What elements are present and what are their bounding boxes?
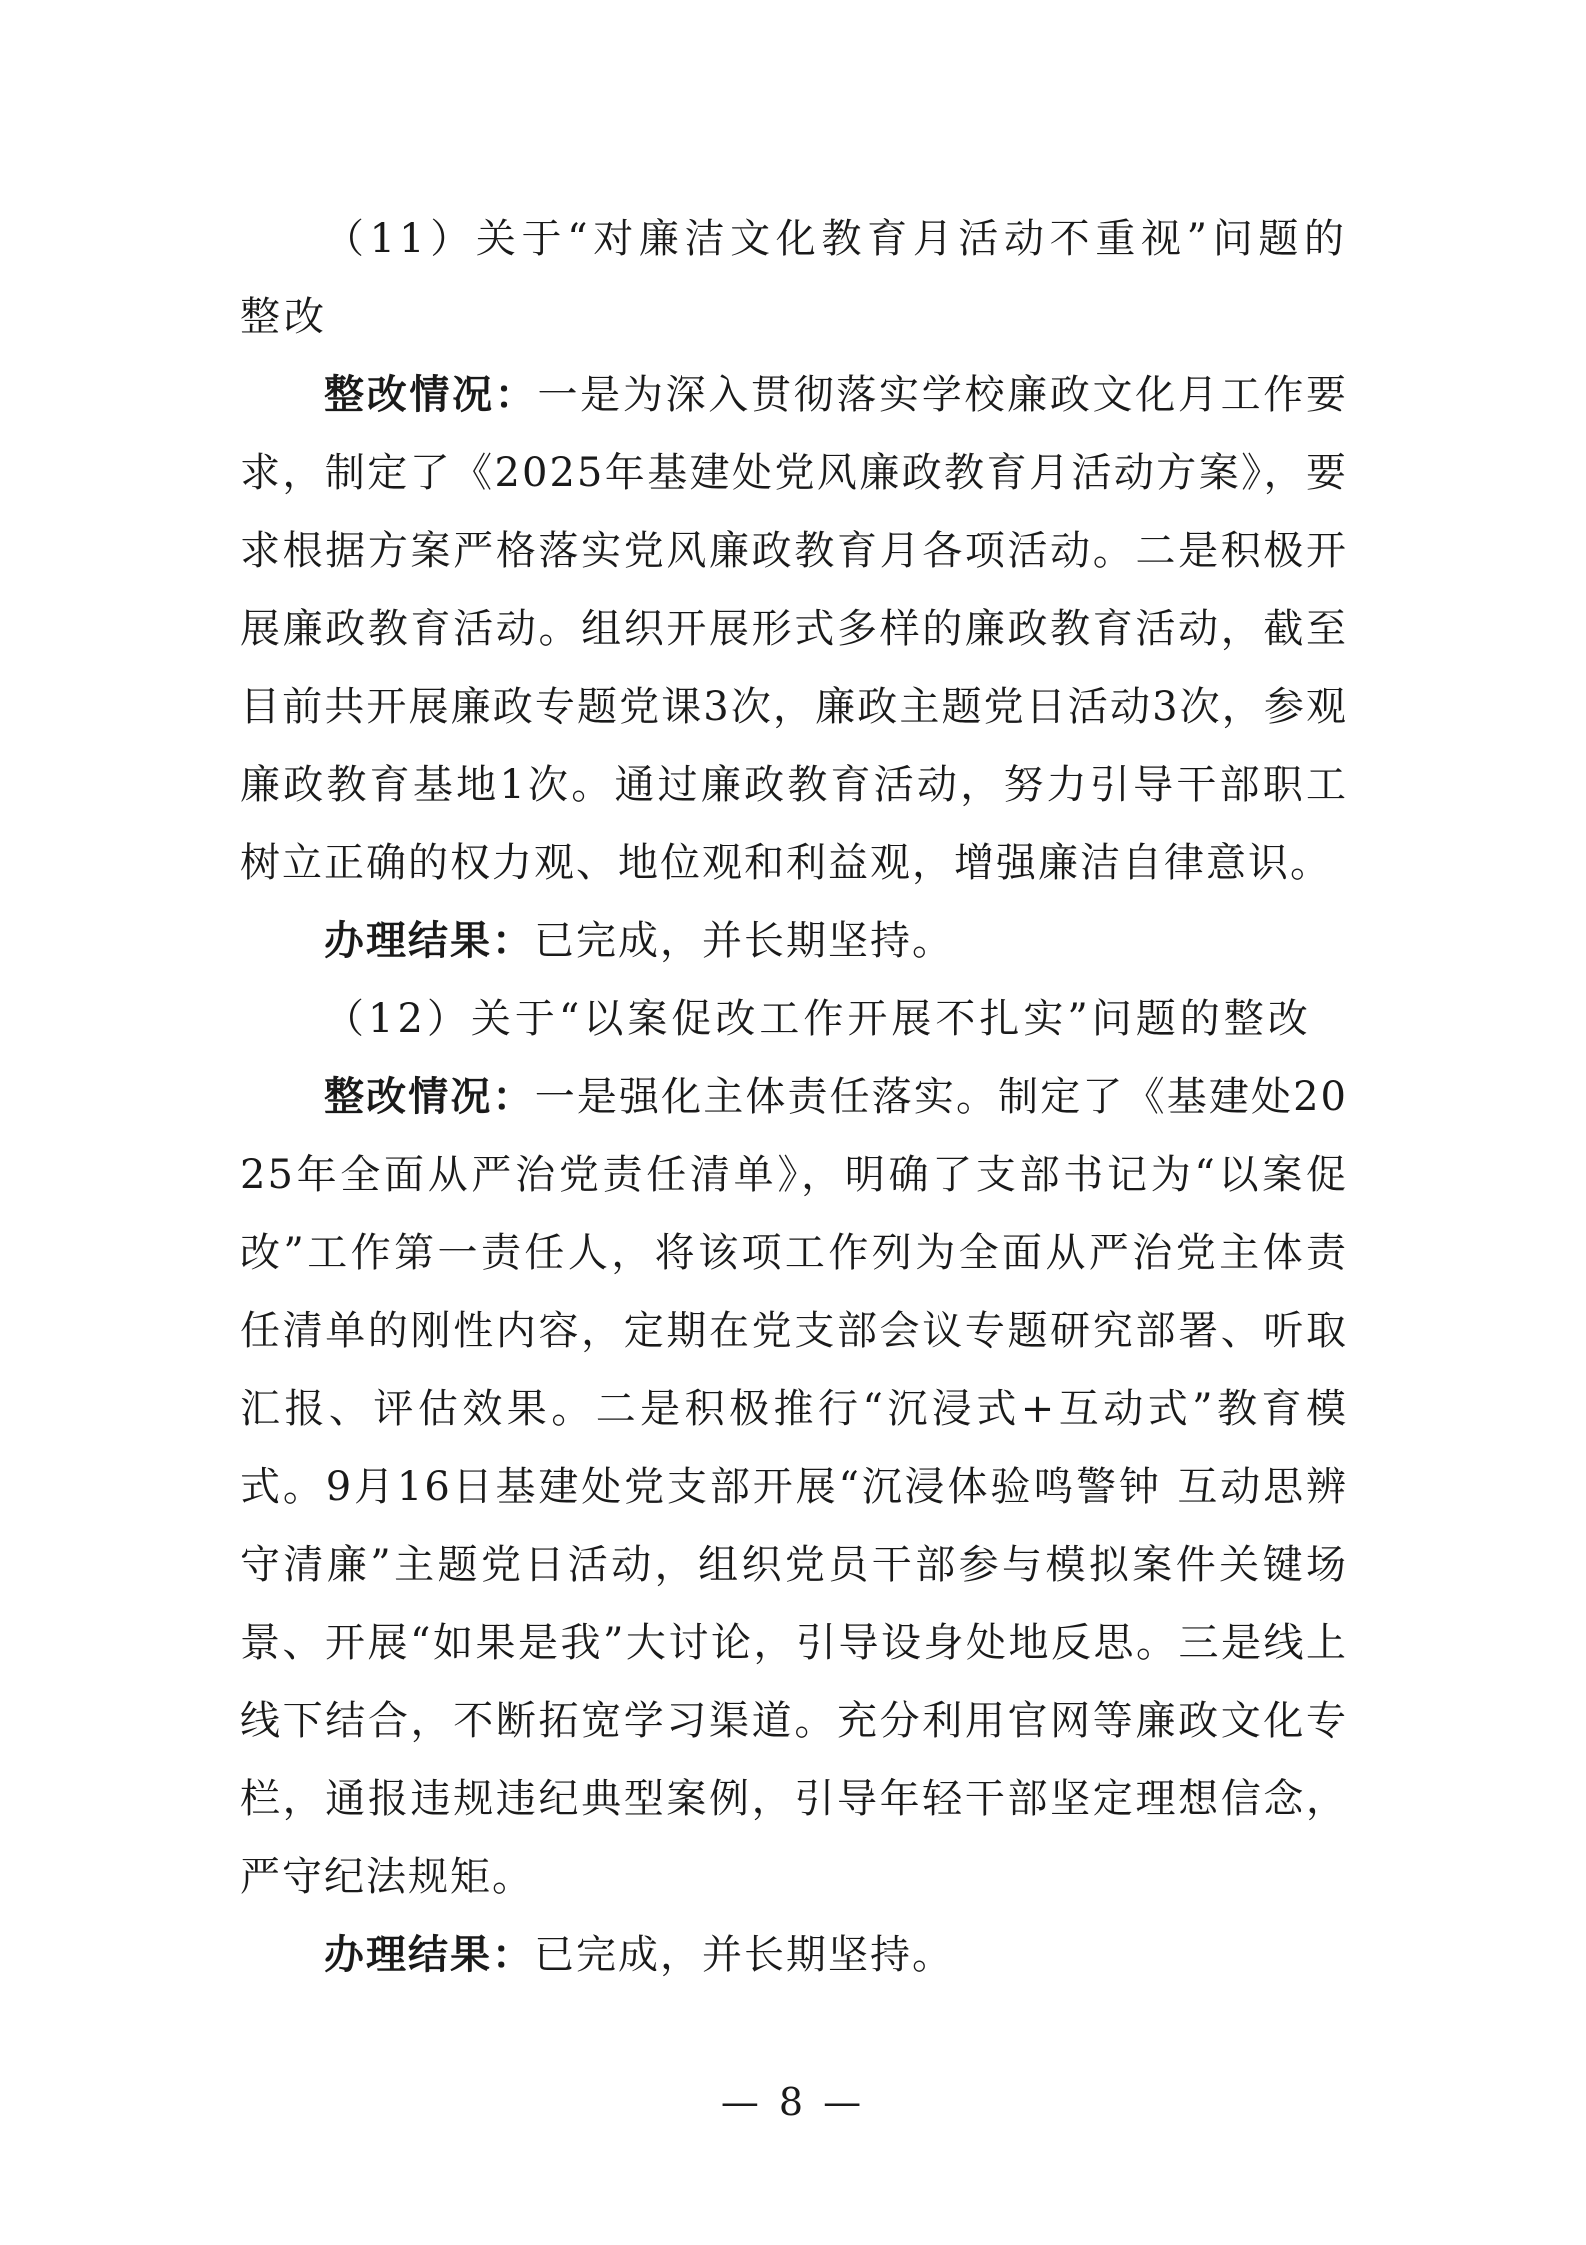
section-11-heading-text: （11）关于“对廉洁文化教育月活动不重视”问题的整改 [240, 216, 1348, 340]
section-12-result [240, 1916, 1348, 1994]
section-11-situation [240, 356, 1348, 902]
section-11-result-text: 已完成，并长期坚持。 [534, 918, 954, 964]
section-11-situation-text: 一是为深入贯彻落实学校廉政文化月工作要求，制定了《2025年基建处党风廉政教育月活动方案》，要求根据方案严格落实党风廉政教育月各项活动。二是积极开展廉政教育活动。组织开展形式多样的廉政教育活动，截至目前共开展廉政专题党课3次，廉政主题党日活动3次，参观廉政教育基地1次。通过廉政教育活动，努力引导干部职工树立正确的权力观、地位观和利益观，增强廉洁自律意识。 [240, 372, 1349, 886]
section-12-heading-text: （12）关于“以案促改工作开展不扎实”问题的整改 [324, 996, 1312, 1042]
section-11-result-label: 办理结果： [324, 917, 534, 964]
section-12-situation [240, 1058, 1348, 1916]
document-body [240, 200, 1348, 1994]
section-11-heading [240, 200, 1348, 356]
section-12-situation-text: 一是强化主体责任落实。制定了《基建处2025年全面从严治党责任清单》，明确了支部书记为“以案促改”工作第一责任人，将该项工作列为全面从严治党主体责任清单的刚性内容，定期在党支部会议专题研究部署、听取汇报、评估效果。二是积极推行“沉浸式+互动式”教育模式。9月16日基建处党支部开展“沉浸体验鸣警钟 互动思辨守清廉”主题党日活动，组织党员干部参与模拟案件关键场景、开展“如果是我”大讨论，引导设身处地反思。三是线上线下结合，不断拓宽学习渠道。充分利用官网等廉政文化专栏，通报违规违纪典型案例，引导年轻干部坚定理想信念，严守纪法规矩。 [240, 1074, 1349, 1900]
section-12-heading [240, 980, 1348, 1058]
section-11-result [240, 902, 1348, 980]
page-number: — 8 — [720, 2080, 866, 2124]
section-12-situation-label: 整改情况： [324, 1073, 535, 1120]
section-12-result-label: 办理结果： [324, 1931, 534, 1978]
section-12-result-text: 已完成，并长期坚持。 [534, 1932, 954, 1978]
section-11-situation-label: 整改情况： [324, 371, 538, 418]
